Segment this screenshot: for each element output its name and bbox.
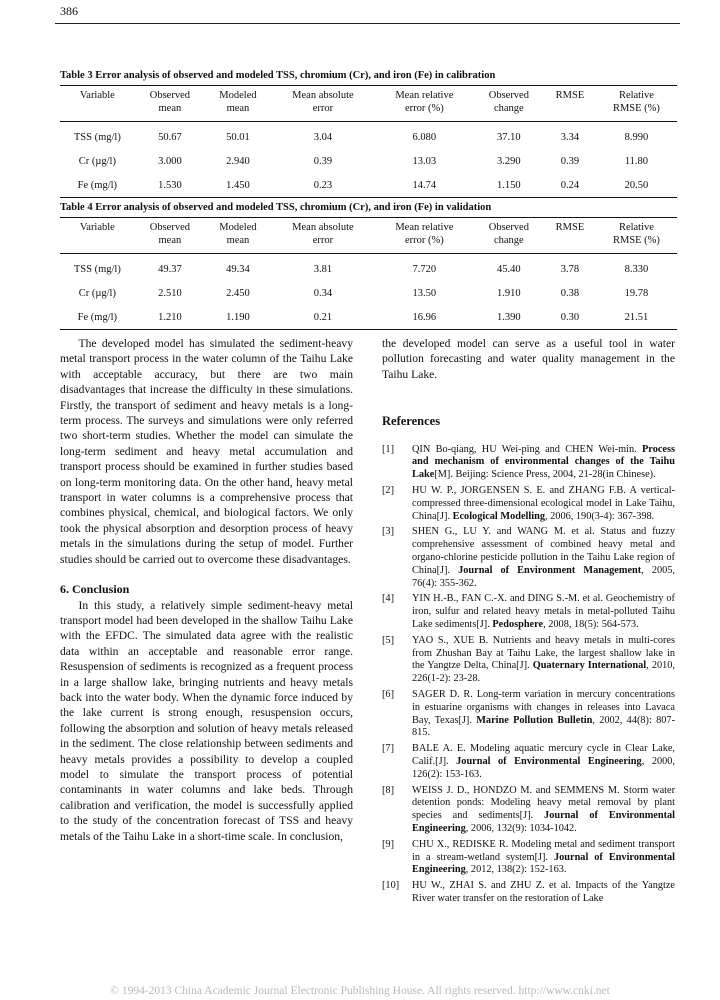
value-cell: 0.39	[313, 155, 333, 167]
value-cell: 3.000	[158, 155, 182, 167]
value-cell: 0.38	[560, 287, 580, 299]
reference-journal: Journal of Environmental Engineering	[412, 810, 676, 834]
column-header	[205, 86, 271, 122]
value-cell: 3.78	[560, 263, 580, 275]
reference-journal: Marine Pollution Bulletin	[476, 714, 593, 726]
reference-item	[382, 689, 675, 740]
reference-authors: BALE A. E. Modeling aquatic mercury cycle in Clear Lake, Calif.[J].	[412, 743, 675, 767]
table-3	[60, 70, 677, 198]
column-header	[60, 218, 135, 254]
table-row	[60, 173, 677, 198]
reference-number: [6]	[382, 688, 395, 700]
reference-item	[382, 839, 675, 877]
column-header	[205, 218, 271, 254]
variable-cell: Fe (mg/l)	[60, 305, 135, 330]
reference-journal: Journal of Environmental Engineering	[456, 755, 642, 767]
column-header	[375, 86, 474, 122]
column-header	[271, 218, 375, 254]
column-header-line: RMSE (%)	[612, 103, 660, 114]
table-4-caption: Table 4 Error analysis of observed and modeled TSS, chromium (Cr), and iron (Fe) in validation	[60, 202, 492, 213]
value-cell: 49.37	[158, 263, 182, 275]
table-3-caption: Table 3 Error analysis of observed and modeled TSS, chromium (Cr), and iron (Fe) in calibration	[60, 70, 496, 81]
reference-authors: HU W. P., JORGENSEN S. E. and ZHANG F.B. A vertical-compressed three-dimensional ecological model in Lake Taihu, China[J].	[412, 485, 675, 522]
reference-authors: QIN Bo-qiang, HU Wei-ping and CHEN Wei-min.	[412, 443, 643, 455]
value-cell: 7.720	[412, 263, 437, 275]
reference-number: [5]	[382, 634, 395, 646]
table-3-body	[60, 122, 677, 198]
value-cell: 0.23	[271, 173, 375, 198]
column-header-line: Observed	[488, 90, 529, 101]
references-heading: References	[382, 414, 441, 429]
conclusion-continuation: the developed model can serve as a useful tool in water pollution forecasting and water quality management in the Taihu Lake.	[382, 337, 675, 381]
reference-details: , 2010, 226(1-2): 23-28.	[412, 660, 675, 685]
value-cell: 6.080	[412, 131, 437, 143]
value-cell: 13.50	[412, 287, 437, 299]
column-header-line: Observed	[149, 90, 191, 101]
column-header-line: RMSE	[555, 222, 585, 233]
column-header-line: change	[493, 235, 524, 246]
column-header-line: Variable	[79, 90, 115, 101]
reference-journal: Ecological Modelling	[452, 510, 545, 522]
right-column	[382, 336, 675, 909]
column-header-line: Relative	[618, 222, 654, 233]
reference-item	[382, 785, 675, 836]
reference-authors: WEISS J. D., HONDZO M. and SEMMENS M. Storm water detention ponds: Modeling heavy metal removal by plant species and sediments[J].	[412, 784, 675, 822]
column-header	[474, 218, 544, 254]
table-row	[60, 305, 677, 330]
reference-number: [2]	[382, 485, 395, 497]
header-rule	[55, 23, 680, 24]
reference-item	[382, 635, 675, 686]
value-cell: 0.21	[271, 305, 375, 330]
reference-authors: YIN H.-B., FAN C.-X. and DING S.-M. et al. Geochemistry of iron, sulfur and related heavy metals in metal-polluted Taihu Lake sediments[J].	[412, 593, 675, 630]
column-header-line: Mean absolute	[292, 90, 354, 101]
column-header-line: RMSE	[555, 90, 585, 101]
reference-item	[382, 743, 675, 781]
reference-details: , 2000, 126(2): 153-163.	[412, 755, 675, 780]
reference-details: , 2005, 76(4): 355-362.	[412, 564, 675, 589]
column-header	[135, 86, 205, 122]
column-header	[135, 218, 205, 254]
reference-number: [4]	[382, 593, 395, 605]
column-header-line: error (%)	[404, 103, 444, 114]
reference-details: [M]. Beijing: Science Press, 2004, 21-28(in Chinese).	[434, 469, 656, 481]
column-header-line: Modeled	[219, 90, 257, 101]
reference-authors: HU W., ZHAI S. and ZHU Z. et al. Impacts of the Yangtze River water transfer on the restoration of Lake	[412, 880, 675, 904]
value-cell: 0.34	[313, 287, 333, 299]
variable-cell: TSS (mg/l)	[73, 263, 121, 275]
value-cell: 11.80	[624, 155, 649, 167]
value-cell: 37.10	[497, 131, 521, 143]
reference-number: [9]	[382, 838, 395, 850]
value-cell: 3.34	[560, 131, 580, 143]
value-cell: 1.390	[474, 305, 544, 330]
table-3-header	[60, 86, 677, 122]
value-cell: 20.50	[596, 173, 677, 198]
reference-details: , 2006, 132(9): 1034-1042.	[465, 822, 577, 834]
value-cell: 1.530	[135, 173, 205, 198]
value-cell: 1.190	[205, 305, 271, 330]
column-header	[596, 86, 677, 122]
value-cell: 3.81	[313, 263, 333, 275]
table-row	[60, 281, 677, 305]
reference-number: [3]	[382, 526, 395, 538]
value-cell: 3.04	[313, 131, 333, 143]
reference-details: , 2008, 18(5): 564-573.	[543, 618, 639, 630]
column-header	[271, 86, 375, 122]
table-3-grid	[60, 85, 677, 198]
column-header-line: error (%)	[404, 235, 444, 246]
value-cell: 14.74	[375, 173, 474, 198]
table-row	[60, 149, 677, 173]
page-number: 386	[60, 4, 78, 18]
reference-journal: Journal of Environmental Engineering	[412, 851, 676, 876]
column-header	[375, 218, 474, 254]
variable-cell: TSS (mg/l)	[73, 131, 121, 143]
column-header	[596, 218, 677, 254]
column-header-line: Modeled	[219, 222, 257, 233]
value-cell: 50.01	[226, 131, 250, 143]
reference-authors: CHU X., REDISKE R. Modeling metal and sediment transport in a stream-wetland system[J].	[412, 838, 675, 863]
reference-item	[382, 593, 675, 631]
copyright-footer: © 1994-2013 China Academic Journal Electronic Publishing House. All rights reserved. http://www.cnki.net	[110, 985, 610, 997]
value-cell: 3.290	[497, 155, 521, 167]
column-header-line: error	[312, 103, 334, 114]
reference-journal: Process and mechanism of environmental changes of the Taihu Lake	[412, 443, 675, 481]
column-header	[60, 86, 135, 122]
table-4-body	[60, 254, 677, 330]
value-cell: 0.39	[560, 155, 580, 167]
reference-authors: SAGER D. R. Long-term variation in mercury concentrations in estuarine organisms with changes in releases into Lavaca Bay, Texas[J].	[412, 688, 675, 726]
table-4-header	[60, 218, 677, 254]
reference-number: [10]	[382, 880, 400, 892]
value-cell: 1.450	[205, 173, 271, 198]
reference-number: [8]	[382, 784, 395, 796]
column-header	[544, 86, 596, 122]
reference-details: , 2012, 138(2): 152-163.	[465, 864, 567, 876]
column-header-line: RMSE (%)	[612, 235, 660, 246]
column-header-line: mean	[226, 235, 250, 246]
value-cell: 0.24	[544, 173, 596, 198]
column-header-line: mean	[158, 235, 182, 246]
column-header-line: Observed	[488, 222, 529, 233]
column-header-line: error	[312, 235, 334, 246]
value-cell: 13.03	[412, 155, 437, 167]
value-cell: 49.34	[226, 263, 250, 275]
value-cell: 19.78	[624, 287, 649, 299]
reference-authors: SHEN G., LU Y. and WANG M. et al. Status and fuzzy comprehensive assessment of combined heavy metal and organo-chlorine pesticide pollution in the Taihu Lake region of China[J].	[412, 526, 675, 576]
column-header	[544, 218, 596, 254]
column-header-line: Relative	[618, 90, 654, 101]
value-cell: 21.51	[596, 305, 677, 330]
table-4-grid	[60, 217, 677, 330]
reference-item	[382, 526, 675, 590]
conclusion-heading: 6. Conclusion	[60, 582, 130, 597]
value-cell: 45.40	[497, 263, 521, 275]
value-cell: 1.150	[474, 173, 544, 198]
reference-number: [7]	[382, 743, 395, 755]
variable-cell: Fe (mg/l)	[60, 173, 135, 198]
column-header-line: mean	[226, 103, 250, 114]
value-cell: 2.510	[158, 287, 182, 299]
left-column	[60, 336, 353, 844]
value-cell: 2.940	[226, 155, 250, 167]
value-cell: 16.96	[375, 305, 474, 330]
value-cell: 0.30	[544, 305, 596, 330]
column-header-line: Variable	[79, 222, 115, 233]
value-cell: 50.67	[158, 131, 182, 143]
value-cell: 1.910	[497, 287, 521, 299]
reference-journal: Pedosphere	[492, 618, 544, 630]
reference-journal: Quaternary International	[532, 660, 647, 672]
column-header-line: change	[493, 103, 524, 114]
references-list	[382, 444, 675, 906]
column-header-line: Mean absolute	[292, 222, 354, 233]
value-cell: 2.450	[226, 287, 250, 299]
table-row	[60, 122, 677, 150]
reference-journal: Journal of Environment Management	[458, 564, 642, 576]
value-cell: 8.990	[624, 131, 649, 143]
reference-number: [1]	[382, 443, 395, 455]
conclusion-paragraph: In this study, a relatively simple sediment-heavy metal transport model had been developed in the shallow Taihu Lake with the EFDC. The simulated data agree with the realistic data within an acceptable and reasonable error range. Resuspension of sediments is recognized as a frequent process in a large shallow lake, bringing nutrients and heavy metals back into the water body. When the dynamic force induced by the lake current is strong enough, resuspension occurs, following the absorption and solution of heavy metals released in the sediment. The close relationship between sediments and heavy metals provides a possibility to develop a coupled model to simulate the transport process of potential contaminants in water columns and lake beds. Through calibration and verification, the model is successfully applied to the study of the concentration forecast of TSS and heavy metals of the Taihu Lake in a short-time scale. In conclusion,	[60, 598, 353, 843]
discussion-paragraph: The developed model has simulated the sediment-heavy metal transport process in the water column of the Taihu Lake with acceptable accuracy, but there are two main disadvantages that increase the difficulty in these simulations. Firstly, the transport of sediment and heavy metals is a long-term process. The surveys and simulations were only referred two short-term studies. Whether the model can simulate the long-term sediment and heavy metal accumulation and transport process should be examined in further studies based on long-term monitoring data. On the other hand, heavy metal transport in water columns is a comprehensive process that combines physical, chemical, and biological factors. We only took the physical absorption and desorption process of heavy metals in the simulations during the setup of model. Further studies should be carried out to overcome these disadvantages.	[60, 337, 353, 566]
reference-item	[382, 485, 675, 523]
variable-cell: Cr (µg/l)	[78, 155, 116, 167]
value-cell: 8.330	[624, 263, 649, 275]
column-header-line: Mean relative	[395, 90, 454, 101]
table-row	[60, 254, 677, 282]
column-header	[474, 86, 544, 122]
reference-item	[382, 444, 675, 482]
table-4	[60, 202, 677, 330]
variable-cell: Cr (µg/l)	[78, 287, 116, 299]
reference-details: , 2002, 44(8): 807-815.	[412, 714, 675, 739]
value-cell: 1.210	[135, 305, 205, 330]
reference-item	[382, 880, 675, 906]
reference-authors: YAO S., XUE B. Nutrients and heavy metals in multi-cores from Zhushan Bay at Taihu Lake, the largest shallow lake in the Yangtze Delta, China[J].	[412, 634, 675, 672]
reference-details: , 2006, 190(3-4): 367-398.	[545, 510, 655, 522]
column-header-line: Observed	[149, 222, 191, 233]
column-header-line: mean	[158, 103, 182, 114]
column-header-line: Mean relative	[395, 222, 454, 233]
